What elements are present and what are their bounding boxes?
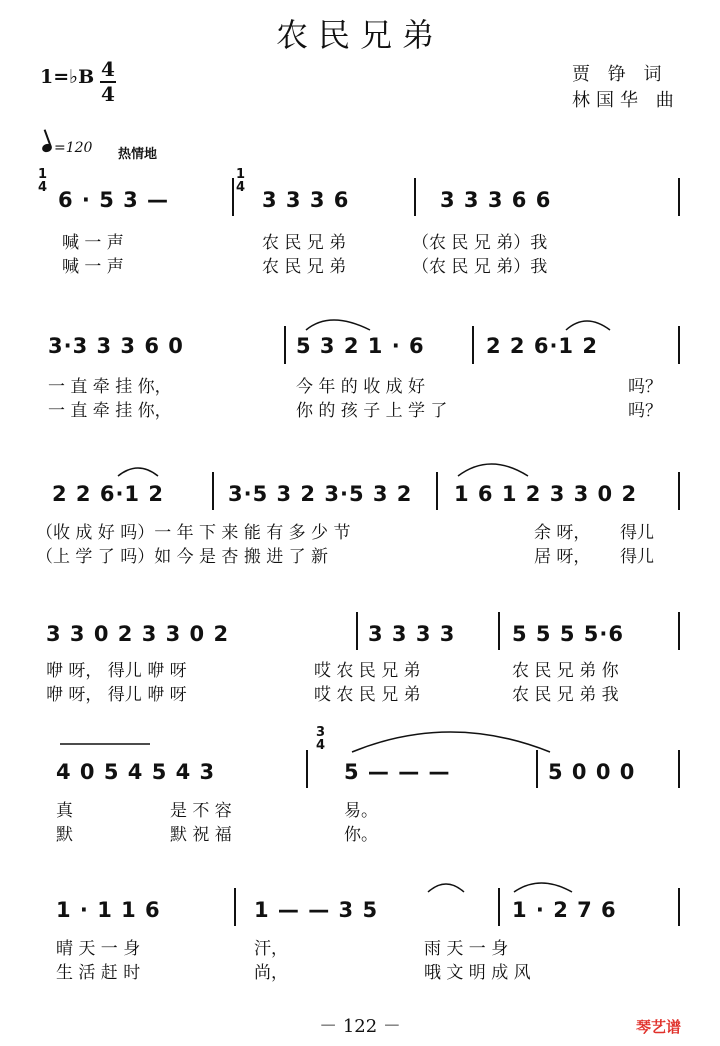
lyrics-s2-v2-b: 你 的 孩 子 上 学 了 (296, 401, 448, 421)
notes-s6-m3: 1 · 2 7 6 (512, 898, 617, 922)
meter-top: 1 (38, 167, 48, 182)
lyrics-s1-v1-b: 农 民 兄 弟 (262, 233, 347, 253)
lyrics-s4-v1-c: 农 民 兄 弟 你 (512, 661, 619, 681)
notes-s4-m1: 3 3 0 2 3 3 0 2 (46, 622, 230, 646)
notes-s3-m2: 3·5 3 2 3·5 3 2 (228, 482, 413, 506)
lyrics-s6-v2-c: 哦 文 明 成 风 (424, 963, 531, 983)
lyrics-s4-v1-b: 哎 农 民 兄 弟 (314, 661, 421, 681)
lyrics-s1-v2-c: （农 民 兄 弟）我 (412, 257, 548, 277)
lyrics-s4-v2-b: 哎 农 民 兄 弟 (314, 685, 421, 705)
notes-s3-m1: 2 2 6·1 2 (52, 482, 164, 506)
notes-s1-m2: 3 3 3 6 (262, 188, 350, 212)
lyrics-s3-v1-c: 得儿 (620, 523, 654, 543)
time-sig-bottom: 4 (101, 82, 115, 106)
notes-s5-m3: 5 0 0 0 (548, 760, 636, 784)
lyrics-s1-v2-b: 农 民 兄 弟 (262, 257, 347, 277)
lyrics-s2-v2-c: 吗？ (628, 401, 662, 421)
lyrics-s2-v1-c: 吗？ (628, 377, 662, 397)
slur (428, 884, 464, 892)
lyrics-s4-v2-c: 农 民 兄 弟 我 (512, 685, 619, 705)
lyricist-credit: 贾 铮 词 (572, 64, 668, 85)
slur (566, 321, 610, 330)
notes-s1-m1: 6 · 5 3 — (58, 188, 170, 212)
lyrics-s1-v1-c: （农 民 兄 弟）我 (412, 233, 548, 253)
notes-s4-m2: 3 3 3 3 (368, 622, 456, 646)
expression-mark: 热情地 (118, 147, 158, 162)
watermark-logo: 琴艺谱 (636, 1018, 682, 1036)
lyrics-s4-v1-a: 咿 呀， 得儿 咿 呀 (46, 661, 187, 681)
lyrics-s6-v1-c: 雨 天 一 身 (424, 939, 509, 959)
song-title: 农民兄弟 (275, 16, 444, 54)
notes-s6-m2: 1 — — 3 5 (254, 898, 379, 922)
lyrics-s1-v1-a: 喊 一 声 (62, 233, 124, 253)
composer-credit: 林国华 曲 (572, 90, 680, 111)
lyrics-s5-v2-c: 你。 (344, 825, 378, 845)
meter-bottom: 4 (316, 738, 326, 753)
lyrics-s5-v1-c: 易。 (344, 801, 378, 821)
meter-bottom: 4 (38, 180, 48, 195)
lyrics-s6-v1-a: 晴 天 一 身 (56, 939, 141, 959)
notes-s2-m3: 2 2 6·1 2 (486, 334, 598, 358)
meter-bottom: 4 (236, 180, 246, 195)
slur (514, 883, 572, 892)
lyrics-s6-v2-b: 尚， (254, 963, 288, 983)
key-signature: 1=♭B (40, 66, 95, 88)
tempo-value: =120 (54, 140, 93, 156)
lyrics-s6-v1-b: 汗， (254, 939, 288, 959)
notes-s6-m1: 1 · 1 1 6 (56, 898, 161, 922)
lyrics-s3-v1-a: （收 成 好 吗）一 年 下 来 能 有 多 少 节 (36, 523, 351, 543)
slur (118, 468, 158, 476)
lyrics-s3-v1-b: 余 呀， (534, 523, 591, 543)
lyrics-s2-v1-b: 今 年 的 收 成 好 (296, 377, 426, 397)
notes-s3-m3: 1 6 1 2 3 3 0 2 (454, 482, 638, 506)
notes-s5-m2: 5 — — — (344, 760, 451, 784)
lyrics-s6-v2-a: 生 活 赶 时 (56, 963, 141, 983)
lyrics-s2-v1-a: 一 直 牵 挂 你， (48, 377, 172, 397)
lyrics-s5-v2-a: 默 (56, 825, 73, 845)
notes-s2-m1: 3·3 3 3 6 0 (48, 334, 184, 358)
lyrics-s5-v2-b: 默 祝 福 (170, 825, 232, 845)
lyrics-s3-v2-c: 得儿 (620, 547, 654, 567)
slur (306, 320, 370, 330)
lyrics-s5-v1-a: 真 (56, 801, 73, 821)
meter-top: 1 (236, 167, 246, 182)
time-sig-top: 4 (101, 57, 115, 81)
lyrics-s5-v1-b: 是 不 容 (170, 801, 232, 821)
meter-top: 3 (316, 725, 326, 740)
lyrics-s3-v2-b: 居 呀， (534, 547, 591, 567)
notes-s2-m2: 5 3 2 1 · 6 (296, 334, 425, 358)
lyrics-s2-v2-a: 一 直 牵 挂 你， (48, 401, 172, 421)
notes-s5-m1: 4 0 5 4 5 4 3 (56, 760, 216, 784)
lyrics-s3-v2-a: （上 学 了 吗）如 今 是 杏 搬 进 了 新 (36, 547, 329, 567)
tie (352, 732, 550, 752)
page-number: － 122 － (319, 1016, 401, 1037)
notes-s4-m3: 5 5 5 5·6 (512, 622, 624, 646)
slur (458, 464, 528, 476)
lyrics-s1-v2-a: 喊 一 声 (62, 257, 124, 277)
lyrics-s4-v2-a: 咿 呀， 得儿 咿 呀 (46, 685, 187, 705)
notes-s1-m3: 3 3 3 6 6 (440, 188, 552, 212)
